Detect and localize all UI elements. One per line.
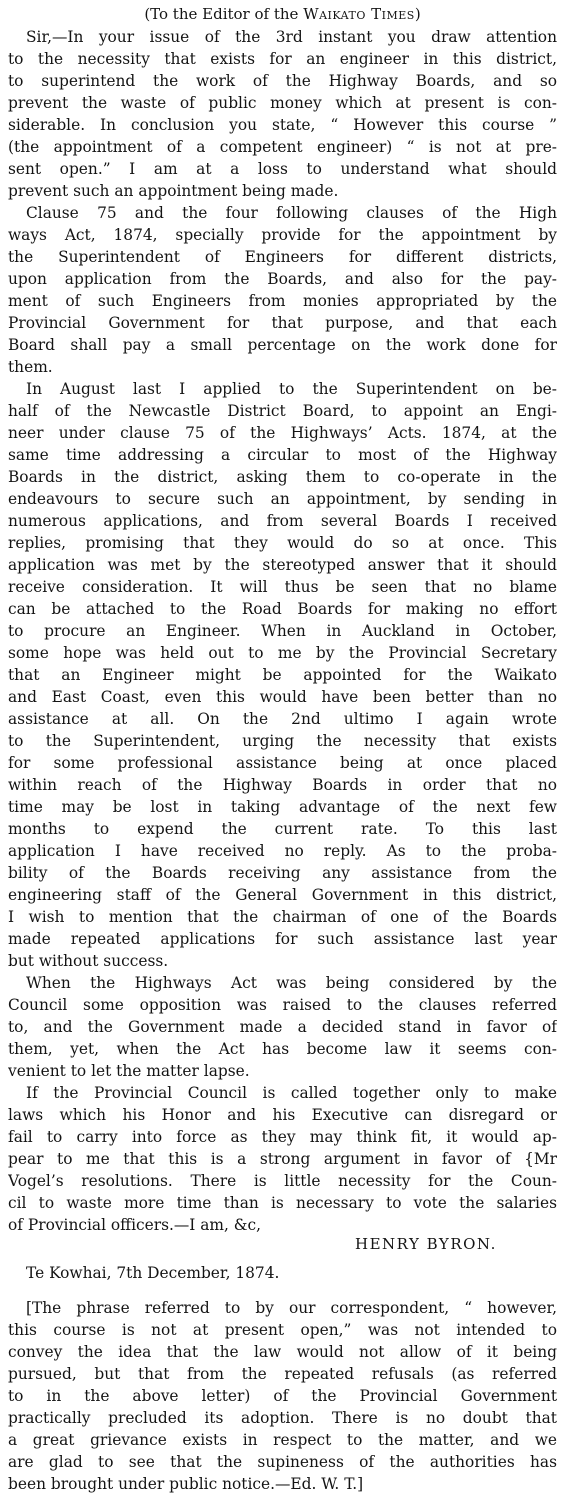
body-line: ways Act, 1874, specially provide for the appointment by <box>8 226 557 244</box>
body-line: to, and the Government made a decided stand in favor of <box>8 1018 557 1036</box>
body-line: siderable. In conclusion you state, “ However this course ” <box>8 116 557 134</box>
body-line: venient to let the matter lapse. <box>8 1062 250 1080</box>
body-line: some hope was held out to me by the Provincial Secretary <box>8 644 557 662</box>
body-line: time may be lost in taking advantage of the next few <box>8 798 557 816</box>
editor-note-line: are glad to see that the supineness of the authorities has <box>8 1453 557 1471</box>
body-line: to procure an Engineer. When in Auckland in October, <box>8 622 557 640</box>
heading-suffix: ) <box>414 5 421 23</box>
editor-note-line: pursued, but that from the repeated refusals (as referred <box>8 1365 557 1383</box>
body-line: but without success. <box>8 952 169 970</box>
body-line: application I have received no reply. As to the proba- <box>8 842 557 860</box>
body-line: Clause 75 and the four following clauses of the High <box>26 204 557 222</box>
body-line: If the Provincial Council is called together only to make <box>26 1084 557 1102</box>
body-line: fail to carry into force as they may think fit, it would ap- <box>8 1128 557 1146</box>
body-line: laws which his Honor and his Executive can disregard or <box>8 1106 557 1124</box>
dateline: Te Kowhai, 7th December, 1874. <box>26 1264 280 1282</box>
editor-note-line: practically precluded its adoption. There is no doubt that <box>8 1409 557 1427</box>
body-line: and East Coast, even this would have been better than no <box>8 688 557 706</box>
body-line: sent open.” I am at a loss to understand what should <box>8 160 557 178</box>
body-line: In August last I applied to the Superintendent on be- <box>26 380 557 398</box>
body-line: within reach of the Highway Boards in order that no <box>8 776 557 794</box>
body-line: prevent the waste of public money which at present is con- <box>8 94 557 112</box>
body-line: Sir,—In your issue of the 3rd instant you draw attention <box>26 28 557 46</box>
body-line: the Superintendent of Engineers for different districts, <box>8 248 557 266</box>
body-line: upon application from the Boards, and also for the pay- <box>8 270 557 288</box>
body-line: to superintend the work of the Highway Boards, and so <box>8 72 557 90</box>
newspaper-name: Waikato Times <box>303 5 415 23</box>
body-line: prevent such an appointment being made. <box>8 182 339 200</box>
body-line: receive consideration. It will thus be seen that no blame <box>8 578 557 596</box>
heading-prefix: (To the Editor of the <box>144 5 299 23</box>
body-line: Board shall pay a small percentage on the work done for <box>8 336 557 354</box>
body-line: Boards in the district, asking them to co-operate in the <box>8 468 557 486</box>
body-line: to the necessity that exists for an engineer in this district, <box>8 50 557 68</box>
editor-note-line: to in the above letter) of the Provincial Government <box>8 1387 557 1405</box>
body-line: can be attached to the Road Boards for making no effort <box>8 600 557 618</box>
body-line: ment of such Engineers from monies appropriated by the <box>8 292 557 310</box>
body-line: engineering staff of the General Government in this district, <box>8 886 557 904</box>
body-line: same time addressing a circular to most of the Highway <box>8 446 557 464</box>
body-line: Vogel’s resolutions. There is little necessity for the Coun- <box>8 1172 557 1190</box>
body-line: them, yet, when the Act has become law it seems con- <box>8 1040 557 1058</box>
body-line: that an Engineer might be appointed for the Waikato <box>8 666 557 684</box>
body-line: bility of the Boards receiving any assistance from the <box>8 864 557 882</box>
body-line: numerous applications, and from several Boards I received <box>8 512 557 530</box>
body-line: half of the Newcastle District Board, to appoint an Engi- <box>8 402 557 420</box>
body-line: When the Highways Act was being considered by the <box>26 974 557 992</box>
body-line: Provincial Government for that purpose, and that each <box>8 314 557 332</box>
letter-heading <box>0 5 565 23</box>
body-line: pear to me that this is a strong argument in favor of {Mr <box>8 1150 557 1168</box>
body-line: I wish to mention that the chairman of one of the Boards <box>8 908 557 926</box>
editor-note-line: been brought under public notice.—Ed. W. T.] <box>8 1475 364 1493</box>
body-line: cil to waste more time than is necessary to vote the salaries <box>8 1194 557 1212</box>
editor-note-line: convey the idea that the law would not allow of it being <box>8 1343 557 1361</box>
body-line: months to expend the current rate. To this last <box>8 820 557 838</box>
editor-note-line: [The phrase referred to by our correspondent, “ however, <box>26 1299 557 1317</box>
body-line: (the appointment of a competent engineer) “ is not at pre- <box>8 138 557 156</box>
body-line: to the Superintendent, urging the necessity that exists <box>8 732 557 750</box>
body-line: for some professional assistance being at once placed <box>8 754 557 772</box>
body-line: application was met by the stereotyped answer that it should <box>8 556 557 574</box>
body-line: endeavours to secure such an appointment, by sending in <box>8 490 557 508</box>
signature: HENRY BYRON. <box>355 1235 497 1253</box>
body-line: assistance at all. On the 2nd ultimo I again wrote <box>8 710 557 728</box>
editor-note-line: this course is not at present open,” was not intended to <box>8 1321 557 1339</box>
body-line: made repeated applications for such assistance last year <box>8 930 557 948</box>
editor-note-line: a great grievance exists in respect to the matter, and we <box>8 1431 557 1449</box>
body-line: Council some opposition was raised to the clauses referred <box>8 996 557 1014</box>
body-line: neer under clause 75 of the Highways’ Acts. 1874, at the <box>8 424 557 442</box>
body-line: them. <box>8 358 53 376</box>
body-line: replies, promising that they would do so at once. This <box>8 534 557 552</box>
body-line: of Provincial officers.—I am, &c, <box>8 1216 262 1234</box>
